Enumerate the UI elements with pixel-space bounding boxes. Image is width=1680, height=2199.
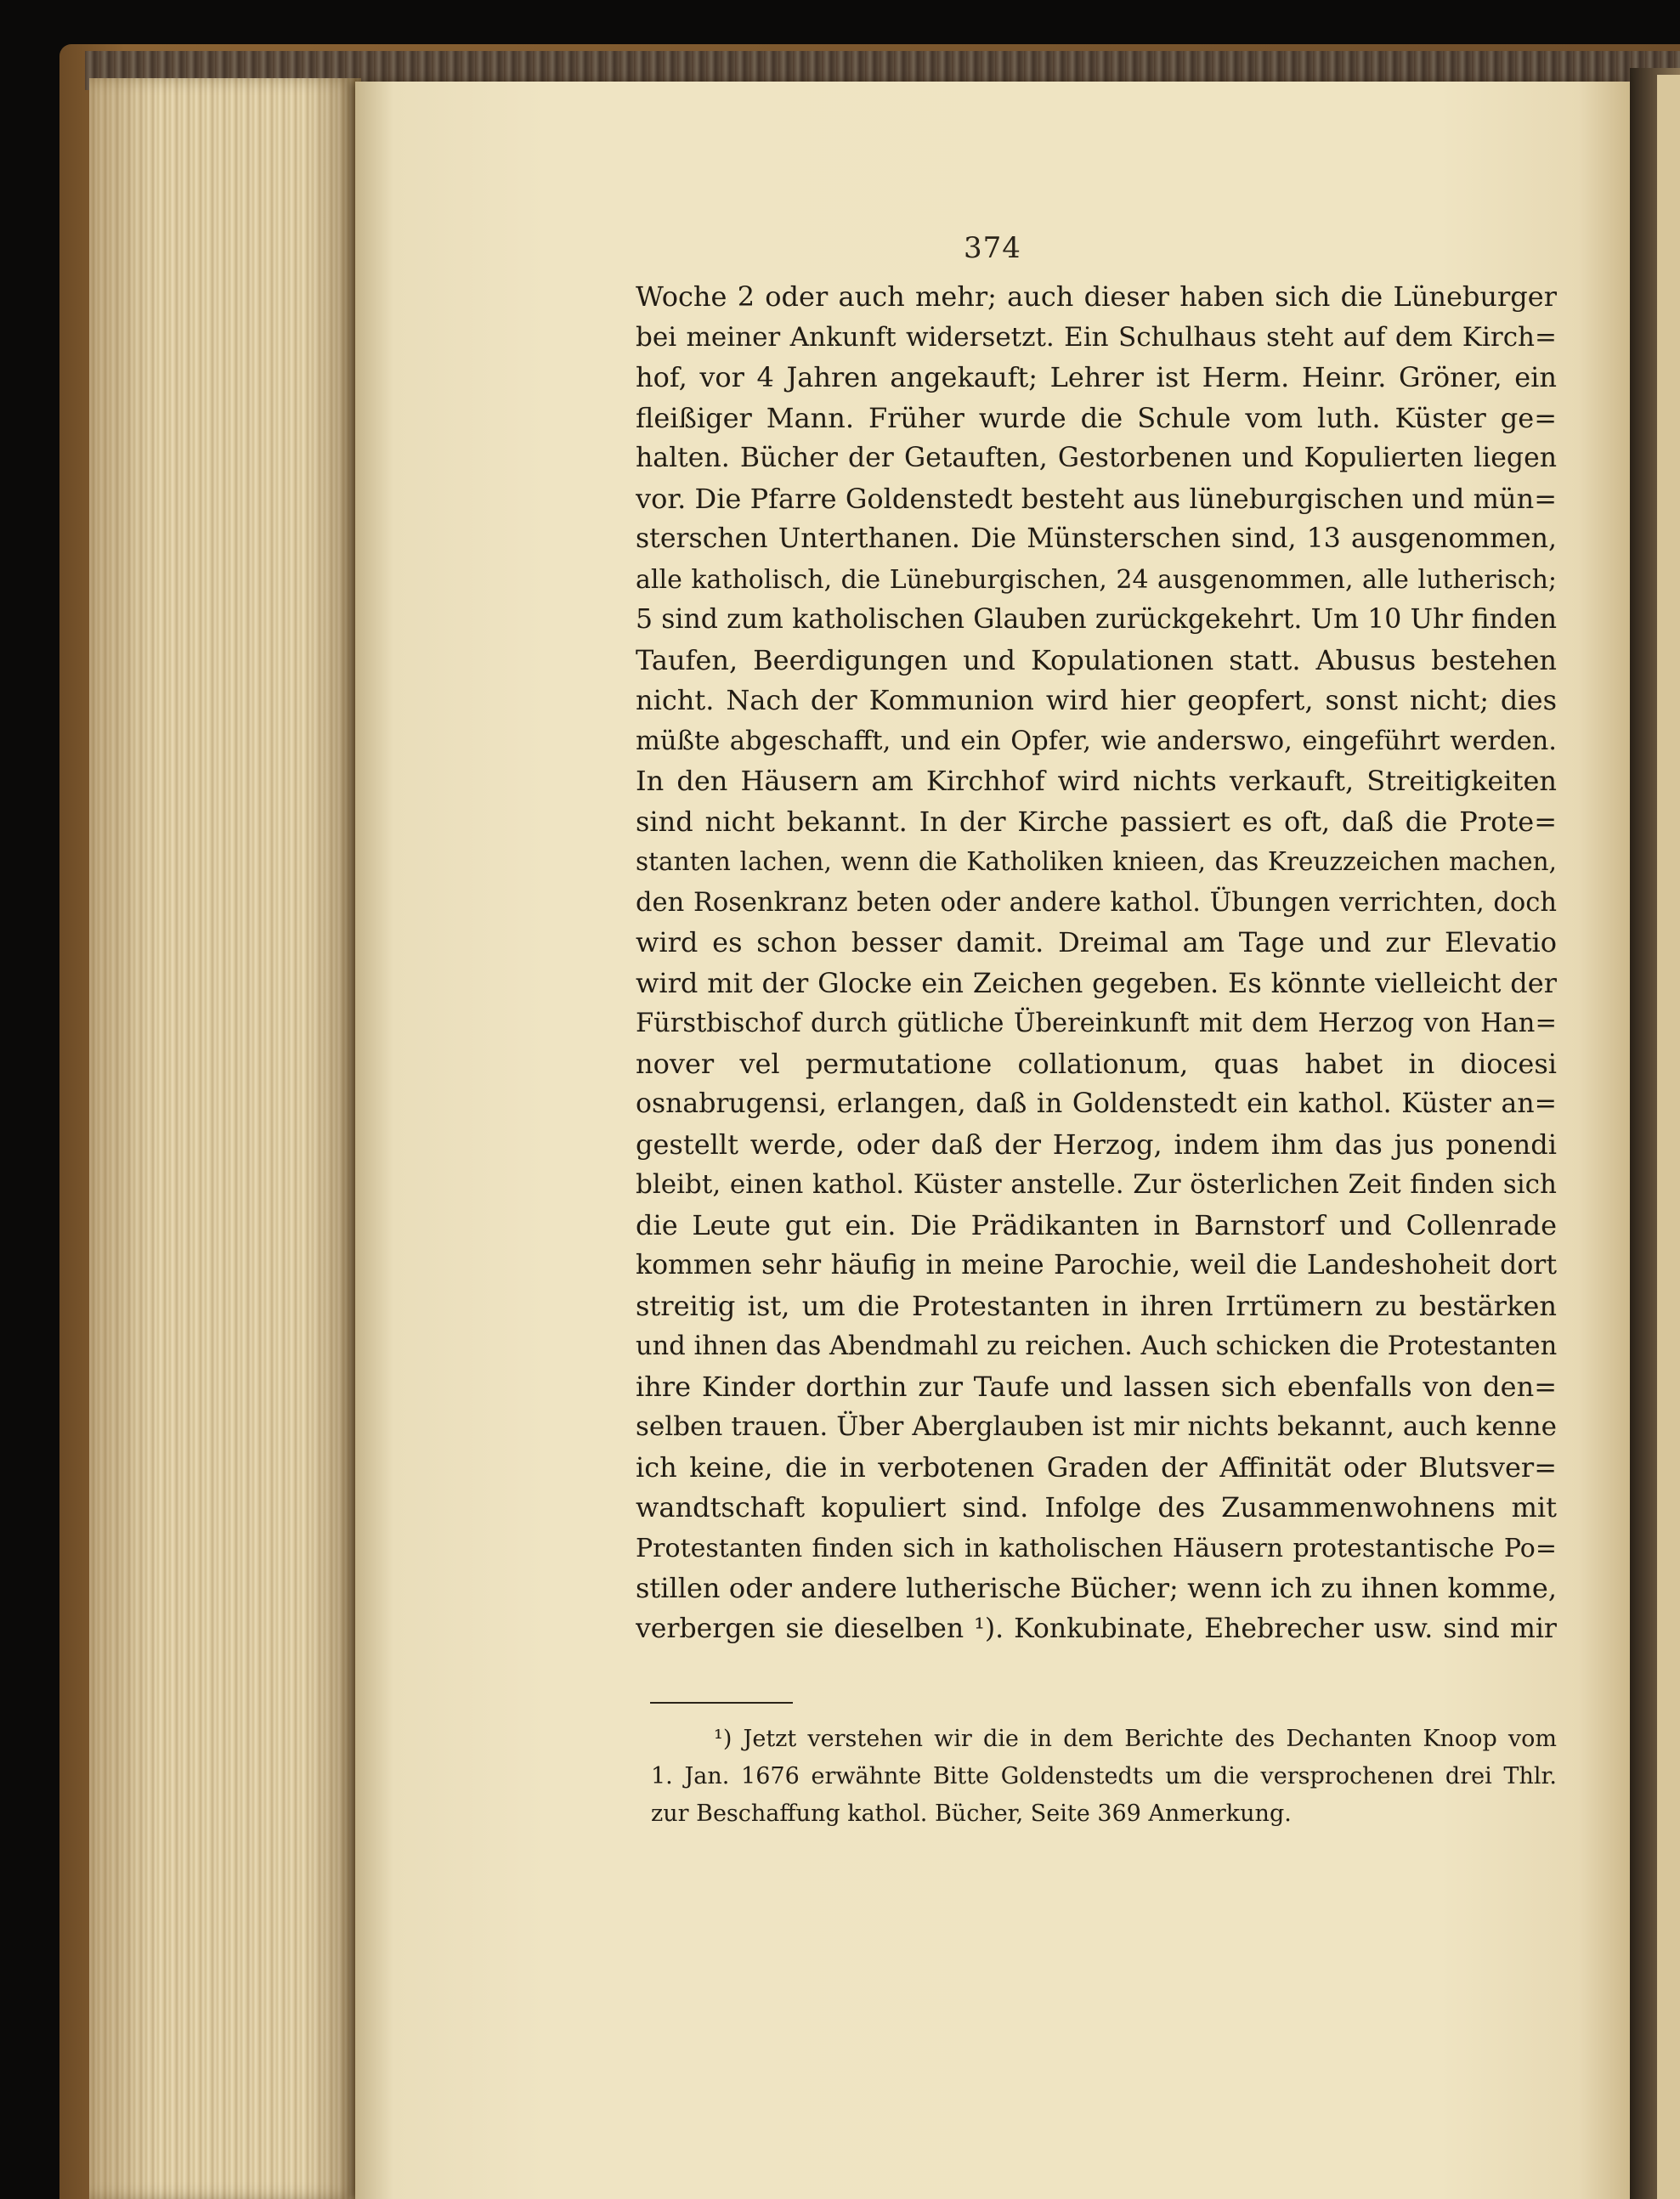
text-line: ihre Kinder dorthin zur Taufe und lassen sich ebenfalls von den= bbox=[636, 1370, 1557, 1403]
text-line: bei meiner Ankunft widersetzt. Ein Schulhaus steht auf dem Kirch= bbox=[636, 321, 1557, 353]
text-line: wird mit der Glocke ein Zeichen gegeben. Es könnte vielleicht der bbox=[636, 966, 1557, 999]
text-line: Woche 2 oder auch mehr; auch dieser haben sich die Lüneburger bbox=[636, 280, 1557, 313]
facing-page-edge bbox=[1657, 75, 1680, 2199]
text-line: halten. Bücher der Getauften, Gestorbenen und Kopulierten liegen bbox=[636, 443, 1557, 473]
text-line: alle katholisch, die Lüneburgischen, 24 ausgenommen, alle lutherisch; bbox=[636, 564, 1557, 595]
text-line: fleißiger Mann. Früher wurde die Schule vom luth. Küster ge= bbox=[636, 401, 1557, 434]
text-line: selben trauen. Über Aberglauben ist mir nichts bekannt, auch kenne bbox=[636, 1411, 1557, 1442]
text-line: ich keine, die in verbotenen Graden der Affinität oder Blutsver= bbox=[636, 1450, 1557, 1484]
text-line: Taufen, Beerdigungen und Kopulationen statt. Abusus bestehen bbox=[636, 643, 1557, 676]
text-line: streitig ist, um die Protestanten in ihren Irrtümern zu bestärken bbox=[636, 1289, 1557, 1322]
text-line: bleibt, einen kathol. Küster anstelle. Zur österlichen Zeit finden sich bbox=[636, 1169, 1557, 1200]
text-line: den Rosenkranz beten oder andere kathol. Übungen verrichten, doch bbox=[636, 887, 1557, 918]
text-line: sterschen Unterthanen. Die Münsterschen sind, 13 ausgenommen, bbox=[636, 523, 1557, 554]
text-line: Fürstbischof durch gütliche Übereinkunft mit dem Herzog von Han= bbox=[636, 1009, 1557, 1038]
text-line: und ihnen das Abendmahl zu reichen. Auch schicken die Protestanten bbox=[636, 1331, 1557, 1361]
text-line: vor. Die Pfarre Goldenstedt besteht aus lüneburgischen und mün= bbox=[636, 482, 1557, 515]
body-text bbox=[636, 277, 1557, 1649]
text-line: hof, vor 4 Jahren angekauft; Lehrer ist Herm. Heinr. Gröner, ein bbox=[636, 361, 1557, 393]
text-line: die Leute gut ein. Die Prädikanten in Barnstorf und Collenrade bbox=[636, 1208, 1557, 1241]
footnote-line: zur Beschaffung kathol. Bücher, Seite 369 Anmerkung. bbox=[651, 1800, 1292, 1827]
text-line: nover vel permutatione collationum, quas habet in diocesi bbox=[636, 1047, 1557, 1080]
text-line: nicht. Nach der Kommunion wird hier geopfert, sonst nicht; dies bbox=[636, 684, 1557, 716]
text-line: stillen oder andere lutherische Bücher; wenn ich zu ihnen komme, bbox=[636, 1572, 1557, 1604]
page-edges-shadow bbox=[89, 78, 361, 2199]
text-line: wandtschaft kopuliert sind. Infolge des Zusammenwohnens mit bbox=[636, 1491, 1557, 1523]
text-line: stanten lachen, wenn die Katholiken knieen, das Kreuzzeichen machen, bbox=[636, 847, 1557, 876]
text-line: osnabrugensi, erlangen, daß in Goldenstedt ein kathol. Küster an= bbox=[636, 1088, 1557, 1119]
text-line: wird es schon besser damit. Dreimal am Tage und zur Elevatio bbox=[636, 926, 1557, 958]
text-line: gestellt werde, oder daß der Herzog, indem ihm das jus ponendi bbox=[636, 1128, 1557, 1161]
footnote-divider bbox=[650, 1702, 793, 1704]
text-line: In den Häusern am Kirchhof wird nichts verkauft, Streitigkeiten bbox=[636, 765, 1557, 797]
page-number: 374 bbox=[964, 231, 1021, 265]
text-line: verbergen sie dieselben ¹). Konkubinate, Ehebrecher usw. sind mir bbox=[636, 1613, 1557, 1644]
text-line: kommen sehr häufig in meine Parochie, weil die Landeshoheit dort bbox=[636, 1250, 1557, 1280]
text-line: Protestanten finden sich in katholischen Häusern protestantische Po= bbox=[636, 1533, 1557, 1563]
footnote-line: 1. Jan. 1676 erwähnte Bitte Goldenstedts um die versprochenen drei Thlr. bbox=[651, 1763, 1557, 1789]
text-line: sind nicht bekannt. In der Kirche passiert es oft, daß die Prote= bbox=[636, 805, 1557, 838]
footnote-line: ¹) Jetzt verstehen wir die in dem Berichte des Dechanten Knoop vom bbox=[714, 1726, 1557, 1752]
text-line: müßte abgeschafft, und ein Opfer, wie anderswo, eingeführt werden. bbox=[636, 726, 1557, 756]
footnote bbox=[651, 1721, 1557, 1833]
text-line: 5 sind zum katholischen Glauben zurückgekehrt. Um 10 Uhr finden bbox=[636, 604, 1557, 635]
